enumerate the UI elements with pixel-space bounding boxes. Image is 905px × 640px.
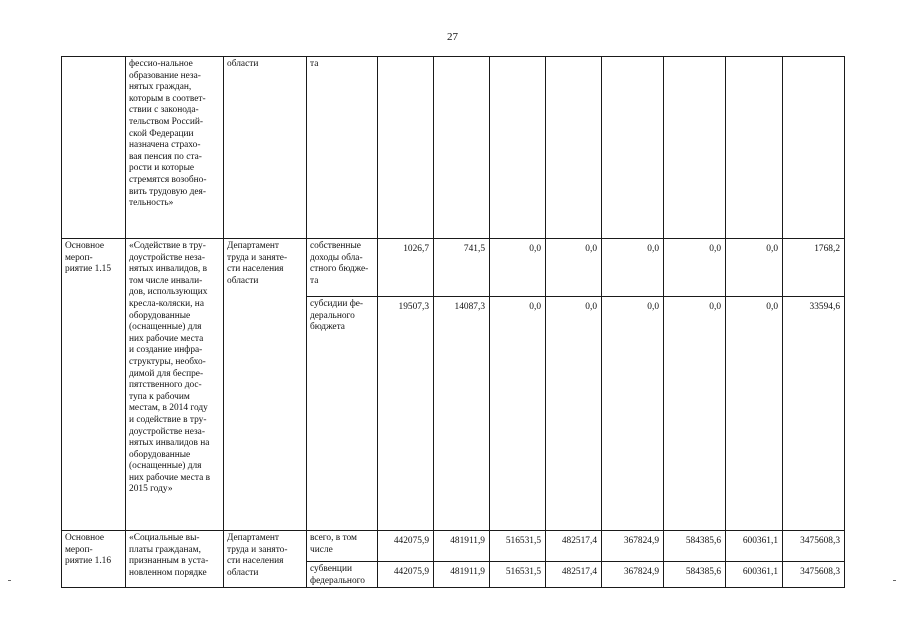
value-cell: 481911,9: [434, 562, 490, 588]
value-cell: [726, 57, 783, 239]
value-cell: [378, 57, 434, 239]
value-cell: 516531,5: [490, 531, 546, 562]
value-cell: 481911,9: [434, 531, 490, 562]
program-table: [61, 56, 845, 588]
event-name-cell: «Содействие в тру- доустройстве неза- нятых инвалидов, в том числе инвали- дов, использующих кресла-коляски, на оборудованные (оснащенные) для них рабочие места и создание инфра- структуры, необхо- димой для беспре- пятственного дос- тупа к рабочим местам, в 2014 году и содействие в тру- доустройстве неза- нятых инвалидов на оборудованные (оснащенные) для них рабочие места в 2015 году»: [126, 239, 224, 531]
funding-source-cell: всего, в том числе: [307, 531, 378, 562]
event-cell: Основное мероп- риятие 1.15: [62, 239, 126, 531]
value-cell: [490, 57, 546, 239]
value-cell: 0,0: [664, 239, 726, 297]
total-cell: 3475608,3: [783, 562, 845, 588]
event-cell: [62, 57, 126, 239]
funding-source-cell: субвенции федерального: [307, 562, 378, 588]
value-cell: [434, 57, 490, 239]
total-cell: 1768,2: [783, 239, 845, 297]
table-row: [62, 531, 845, 562]
funding-source-cell: та: [307, 57, 378, 239]
value-cell: 19507,3: [378, 297, 434, 531]
value-cell: 482517,4: [546, 531, 602, 562]
value-cell: 584385,6: [664, 531, 726, 562]
value-cell: 0,0: [726, 239, 783, 297]
value-cell: 442075,9: [378, 562, 434, 588]
value-cell: 0,0: [490, 297, 546, 531]
value-cell: 1026,7: [378, 239, 434, 297]
event-cell: Основное мероп- риятие 1.16: [62, 531, 126, 588]
executor-cell: Департамент труда и занято- сти населения области: [224, 531, 307, 588]
table-row: [62, 239, 845, 297]
value-cell: [664, 57, 726, 239]
value-cell: 600361,1: [726, 531, 783, 562]
value-cell: 0,0: [664, 297, 726, 531]
value-cell: 741,5: [434, 239, 490, 297]
funding-source-cell: субсидии фе- дерального бюджета: [307, 297, 378, 531]
value-cell: 0,0: [546, 239, 602, 297]
value-cell: 367824,9: [602, 531, 664, 562]
scan-edge-mark: [893, 580, 896, 581]
event-name-cell: фессио-нальное образование неза- нятых граждан, которым в соответ- ствии с законода- тельством Россий- ской Федерации назначена страхо- вая пенсия по ста- рости и которые стремятся возобно- вить трудовую дея- тельность»: [126, 57, 224, 239]
page-number: 27: [447, 31, 458, 43]
value-cell: 367824,9: [602, 562, 664, 588]
value-cell: [602, 57, 664, 239]
event-name-cell: «Социальные вы- платы гражданам, признанным в уста- новленном порядке: [126, 531, 224, 588]
scan-edge-mark: [8, 580, 11, 581]
value-cell: 14087,3: [434, 297, 490, 531]
value-cell: 0,0: [726, 297, 783, 531]
funding-source-cell: собственные доходы обла- стного бюдже- та: [307, 239, 378, 297]
value-cell: 0,0: [602, 297, 664, 531]
value-cell: 0,0: [602, 239, 664, 297]
value-cell: 442075,9: [378, 531, 434, 562]
executor-cell: области: [224, 57, 307, 239]
value-cell: 482517,4: [546, 562, 602, 588]
value-cell: 0,0: [546, 297, 602, 531]
value-cell: 0,0: [490, 239, 546, 297]
executor-cell: Департамент труда и заняте- сти населения области: [224, 239, 307, 531]
value-cell: 600361,1: [726, 562, 783, 588]
total-cell: 33594,6: [783, 297, 845, 531]
value-cell: 516531,5: [490, 562, 546, 588]
value-cell: [546, 57, 602, 239]
total-cell: 3475608,3: [783, 531, 845, 562]
total-cell: [783, 57, 845, 239]
value-cell: 584385,6: [664, 562, 726, 588]
table-row: [62, 57, 845, 239]
